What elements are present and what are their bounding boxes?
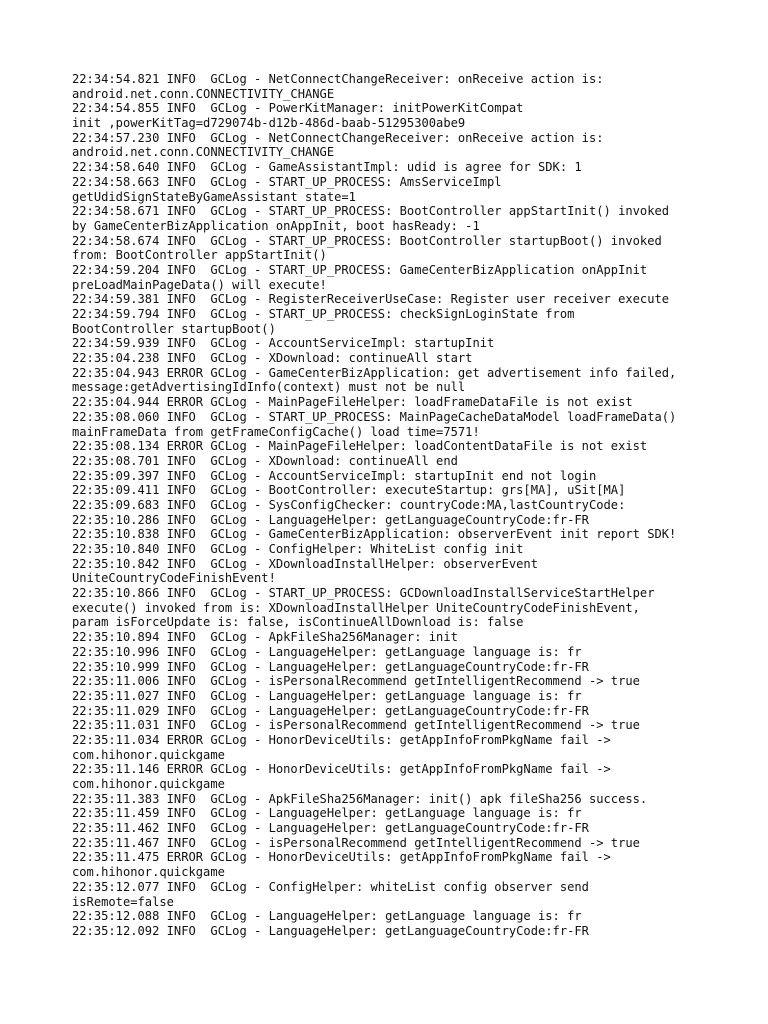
log-line: message:getAdvertisingIdInfo(context) must not be null	[72, 380, 466, 395]
log-line: UniteCountryCodeFinishEvent!	[72, 571, 276, 586]
log-line: 22:35:11.034 ERROR GCLog - HonorDeviceUtils: getAppInfoFromPkgName fail ->	[72, 732, 611, 747]
log-line: 22:35:11.383 INFO GCLog - ApkFileSha256Manager: init() apk fileSha256 success.	[72, 791, 648, 806]
log-line: 22:35:09.411 INFO GCLog - BootController: executeStartup: grs[MA], uSit[MA]	[72, 483, 626, 498]
log-line: android.net.conn.CONNECTIVITY_CHANGE	[72, 86, 335, 101]
log-line: isRemote=false	[72, 894, 174, 909]
log-line: 22:35:11.029 INFO GCLog - LanguageHelper: getLanguageCountryCode:fr-FR	[72, 703, 589, 718]
log-line: 22:34:58.674 INFO GCLog - START_UP_PROCESS: BootController startupBoot() invoked	[72, 233, 662, 248]
log-line: 22:35:04.944 ERROR GCLog - MainPageFileHelper: loadFrameDataFile is not exist	[72, 395, 633, 410]
log-line: 22:34:57.230 INFO GCLog - NetConnectChangeReceiver: onReceive action is:	[72, 130, 604, 145]
log-line: com.hihonor.quickgame	[72, 865, 225, 880]
log-line: 22:34:58.640 INFO GCLog - GameAssistantImpl: udid is agree for SDK: 1	[72, 160, 582, 175]
log-line: 22:35:10.286 INFO GCLog - LanguageHelper: getLanguageCountryCode:fr-FR	[72, 512, 589, 527]
log-line: 22:35:08.701 INFO GCLog - XDownload: continueAll end	[72, 453, 458, 468]
log-line: 22:35:04.238 INFO GCLog - XDownload: continueAll start	[72, 351, 473, 366]
log-line: 22:34:59.381 INFO GCLog - RegisterReceiverUseCase: Register user receiver execute	[72, 292, 670, 307]
log-line: 22:35:04.943 ERROR GCLog - GameCenterBizApplication: get advertisement info failed,	[72, 365, 677, 380]
log-line: 22:34:54.855 INFO GCLog - PowerKitManager: initPowerKitCompat	[72, 101, 524, 116]
log-line: 22:35:11.462 INFO GCLog - LanguageHelper: getLanguageCountryCode:fr-FR	[72, 821, 589, 836]
log-line: preLoadMainPageData() will execute!	[72, 277, 327, 292]
log-line: 22:35:08.134 ERROR GCLog - MainPageFileHelper: loadContentDataFile is not exist	[72, 439, 648, 454]
document-page	[72, 72, 702, 939]
log-line: 22:35:09.397 INFO GCLog - AccountServiceImpl: startupInit end not login	[72, 468, 597, 483]
log-line: 22:35:11.459 INFO GCLog - LanguageHelper: getLanguage language is: fr	[72, 806, 582, 821]
log-line: mainFrameData from getFrameConfigCache() load time=7571!	[72, 424, 480, 439]
log-line: 22:35:10.838 INFO GCLog - GameCenterBizApplication: observerEvent init report SDK!	[72, 527, 677, 542]
log-line: 22:35:08.060 INFO GCLog - START_UP_PROCESS: MainPageCacheDataModel loadFrameData()	[72, 409, 677, 424]
log-line: 22:35:10.866 INFO GCLog - START_UP_PROCESS: GCDownloadInstallServiceStartHelper	[72, 586, 655, 601]
log-line: android.net.conn.CONNECTIVITY_CHANGE	[72, 145, 335, 160]
log-line: from: BootController appStartInit()	[72, 248, 327, 263]
log-line: 22:35:12.092 INFO GCLog - LanguageHelper: getLanguageCountryCode:fr-FR	[72, 923, 589, 938]
log-line: BootController startupBoot()	[72, 321, 276, 336]
log-line: 22:35:10.996 INFO GCLog - LanguageHelper: getLanguage language is: fr	[72, 644, 582, 659]
log-line: init ,powerKitTag=d729074b-d12b-486d-baab-51295300abe9	[72, 116, 466, 131]
log-line: 22:35:11.146 ERROR GCLog - HonorDeviceUtils: getAppInfoFromPkgName fail ->	[72, 762, 611, 777]
log-line: 22:35:11.031 INFO GCLog - isPersonalRecommend getIntelligentRecommend -> true	[72, 718, 640, 733]
log-line: 22:35:10.840 INFO GCLog - ConfigHelper: WhiteList config init	[72, 542, 524, 556]
log-line: 22:35:10.842 INFO GCLog - XDownloadInstallHelper: observerEvent	[72, 556, 538, 571]
log-line: getUdidSignStateByGameAssistant state=1	[72, 189, 356, 204]
log-line: 22:34:59.794 INFO GCLog - START_UP_PROCESS: checkSignLoginState from	[72, 307, 575, 321]
log-line: 22:35:12.088 INFO GCLog - LanguageHelper: getLanguage language is: fr	[72, 909, 582, 924]
log-line: 22:35:10.999 INFO GCLog - LanguageHelper: getLanguageCountryCode:fr-FR	[72, 659, 589, 674]
log-line: com.hihonor.quickgame	[72, 777, 225, 791]
log-line: 22:35:09.683 INFO GCLog - SysConfigChecker: countryCode:MA,lastCountryCode:	[72, 497, 626, 512]
log-line: 22:35:11.006 INFO GCLog - isPersonalRecommend getIntelligentRecommend -> true	[72, 674, 640, 689]
log-line: 22:35:11.027 INFO GCLog - LanguageHelper: getLanguage language is: fr	[72, 688, 582, 703]
log-line: 22:35:11.475 ERROR GCLog - HonorDeviceUtils: getAppInfoFromPkgName fail ->	[72, 850, 611, 865]
log-line: 22:34:59.939 INFO GCLog - AccountServiceImpl: startupInit	[72, 336, 495, 351]
log-text-block	[72, 72, 702, 939]
log-line: 22:34:59.204 INFO GCLog - START_UP_PROCESS: GameCenterBizApplication onAppInit	[72, 262, 648, 277]
log-line: com.hihonor.quickgame	[72, 747, 225, 762]
log-line: 22:35:12.077 INFO GCLog - ConfigHelper: whiteList config observer send	[72, 879, 589, 894]
log-line: by GameCenterBizApplication onAppInit, boot hasReady: -1	[72, 218, 480, 233]
log-line: 22:34:54.821 INFO GCLog - NetConnectChangeReceiver: onReceive action is:	[72, 72, 604, 86]
log-line: param isForceUpdate is: false, isContinueAllDownload is: false	[72, 615, 524, 630]
log-line: execute() invoked from is: XDownloadInstallHelper UniteCountryCodeFinishEvent,	[72, 600, 640, 615]
log-line: 22:35:10.894 INFO GCLog - ApkFileSha256Manager: init	[72, 630, 458, 645]
log-line: 22:34:58.663 INFO GCLog - START_UP_PROCESS: AmsServiceImpl	[72, 174, 502, 189]
log-line: 22:34:58.671 INFO GCLog - START_UP_PROCESS: BootController appStartInit() invoked	[72, 204, 670, 219]
log-line: 22:35:11.467 INFO GCLog - isPersonalRecommend getIntelligentRecommend -> true	[72, 835, 640, 850]
